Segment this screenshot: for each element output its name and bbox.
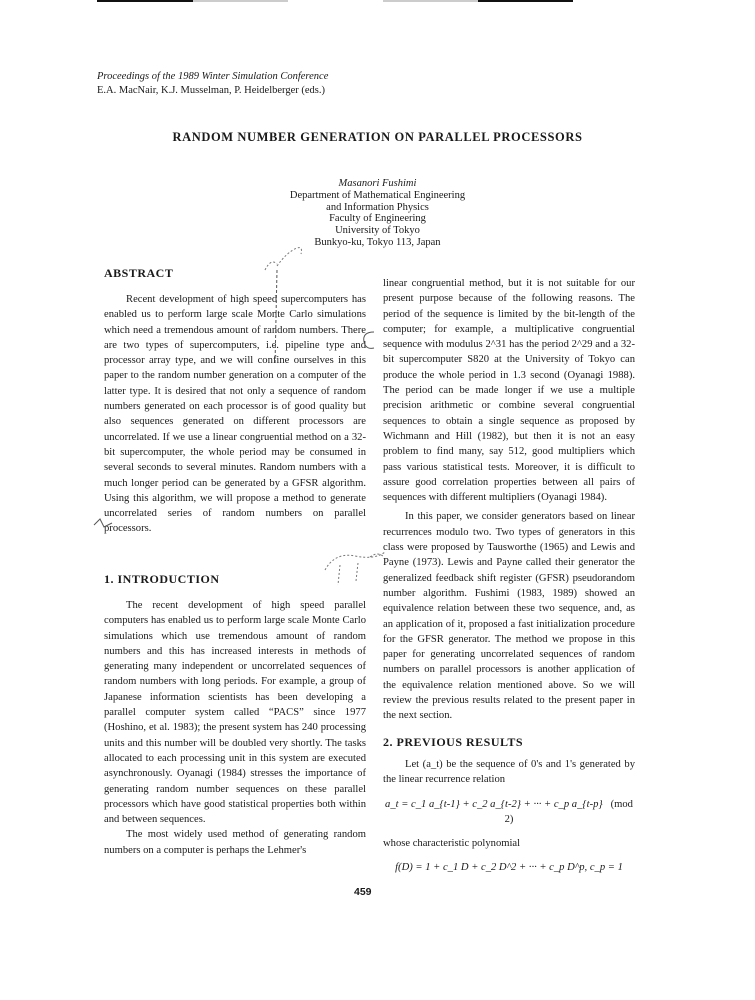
editors: E.A. MacNair, K.J. Musselman, P. Heidelberger (eds.) — [97, 85, 326, 96]
equation-1-mod: (mod 2) — [504, 798, 633, 825]
intro-paragraph-1: The recent development of high speed parallel computers has enabled us to perform large scale Monte Carlo simulations which use tremendous amount of random numbers and this has increased interests in methods of generating many independent or uncorrelated sequences of random numbers with long periods. For example, a group of Japanese information scientists has been developing a parallel computer system called “PACS” since 1977 (Hoshino, et al. 1983); the present system has 240 processing units and this number will be doubled very shortly. The tasks allocated to each processing unit in this system are executed asynchronously. Oyanagi (1984) stresses the importance of generating random number sequences on these parallel processors which have good statistical properties both within and between sequences. — [104, 600, 366, 826]
top-rule-left-dark — [97, 0, 193, 2]
introduction-body — [104, 598, 366, 858]
introduction-heading: 1. INTRODUCTION — [104, 572, 220, 586]
affiliation-line: University of Tokyo — [335, 225, 420, 237]
abstract-body — [104, 292, 366, 537]
abstract-heading: ABSTRACT — [104, 266, 174, 280]
characteristic-polynomial: f(D) = 1 + c_1 D + c_2 D^2 + ··· + c_p D^p, c_p = 1 — [395, 862, 623, 874]
previous-results-after: whose characteristic polynomial — [383, 838, 521, 850]
author-name: Masanori Fushimi — [338, 178, 417, 189]
recurrence-equation — [383, 797, 635, 828]
previous-results-heading: 2. PREVIOUS RESULTS — [383, 735, 524, 749]
conference-name: Proceedings of the 1989 Winter Simulation Conference — [97, 71, 329, 82]
right-paragraph-2: In this paper, we consider generators based on linear recurrences modulo two. Two types of generators in this class were proposed by Tausworthe (1965) and Lewis and Payne (1973). Lewis and Payne called their generator the generalized feedback shift register (GFSR) pseudorandom number algorithm. Fushimi (1983, 1989) showed an equivalence relation between these two sequence, and, as an application of it, proposed a fast initialization procedure for the GFSR generator. The method we propose in this paper for generating uncorrelated sequences of random numbers on parallel processors is another application of the equivalence relation mentioned above. So we will review the previous results related to the present paper in the next section. — [383, 511, 635, 722]
previous-results-body — [383, 757, 635, 885]
handwritten-scribble-icon — [320, 545, 390, 590]
affiliation-line: Faculty of Engineering — [329, 213, 426, 225]
right-column-body — [383, 276, 635, 724]
intro-paragraph-2: The most widely used method of generating random numbers on a computer is perhaps the Lehmer's — [104, 829, 366, 856]
affiliation-line: and Information Physics — [326, 201, 429, 213]
affiliation-line: Bunkyo-ku, Tokyo 113, Japan — [314, 236, 441, 248]
top-rule-right-light — [383, 0, 478, 2]
paper-title: RANDOM NUMBER GENERATION ON PARALLEL PROCESSORS — [172, 130, 583, 144]
previous-results-intro: Let (a_t) be the sequence of 0's and 1's generated by the linear recurrence relation — [383, 759, 635, 786]
right-paragraph-1: linear congruential method, but it is not suitable for our present purpose because of the following reasons. The period of the sequence is limited by the bit-length of the computer; for example, a multiplicative congruential sequence with modulus 2^31 has the period 2^29 and a 32-bit supercomputer S820 at the University of Tokyo can produce the whole period in 1.3 second (Oyanagi 1988). The period can be made longer if we use a multiple precision arithmetic or combine several congruential sequences to obtain a single sequence as proposed by Wichmann and Hill (1982), but then it is not an easy problem to find many, say 512, good multipliers which pass various statistical tests. Moreover, it is difficult to assure good correlation properties between all pairs of sequences with different multipliers (Oyanagi 1984). — [383, 278, 635, 504]
abstract-text: Recent development of high speed supercomputers has enabled us to perform large scale Monte Carlo simulations which need a tremendous amount of random numbers. There are two types of supercomputers, i.e. pipeline type and processor array type, and we will confine ourselves in this paper to the random number generation on a computer of the latter type. It is desired that not only a sequence of random numbers generated on each processor is of good quality but also sequences generated on different processors are uncorrelated. If we use a linear congruential method on a 32-bit supercomputer, the whole period may be consumed in several seconds to several minutes. Random numbers with a much longer period can be generated by a GFSR algorithm. Using this algorithm, we will propose a method to generate uncorrelated series of random numbers on parallel processors. — [104, 294, 366, 535]
equation-1: a_t = c_1 a_{t-1} + c_2 a_{t-2} + ··· + c_p a_{t-p} — [385, 798, 603, 810]
proceedings-header — [97, 70, 328, 98]
top-rule-right-dark — [478, 0, 573, 2]
author-block — [0, 178, 755, 249]
page-number: 459 — [354, 886, 372, 898]
affiliation-line: Department of Mathematical Engineering — [289, 189, 466, 201]
top-rule-left-light — [193, 0, 288, 2]
